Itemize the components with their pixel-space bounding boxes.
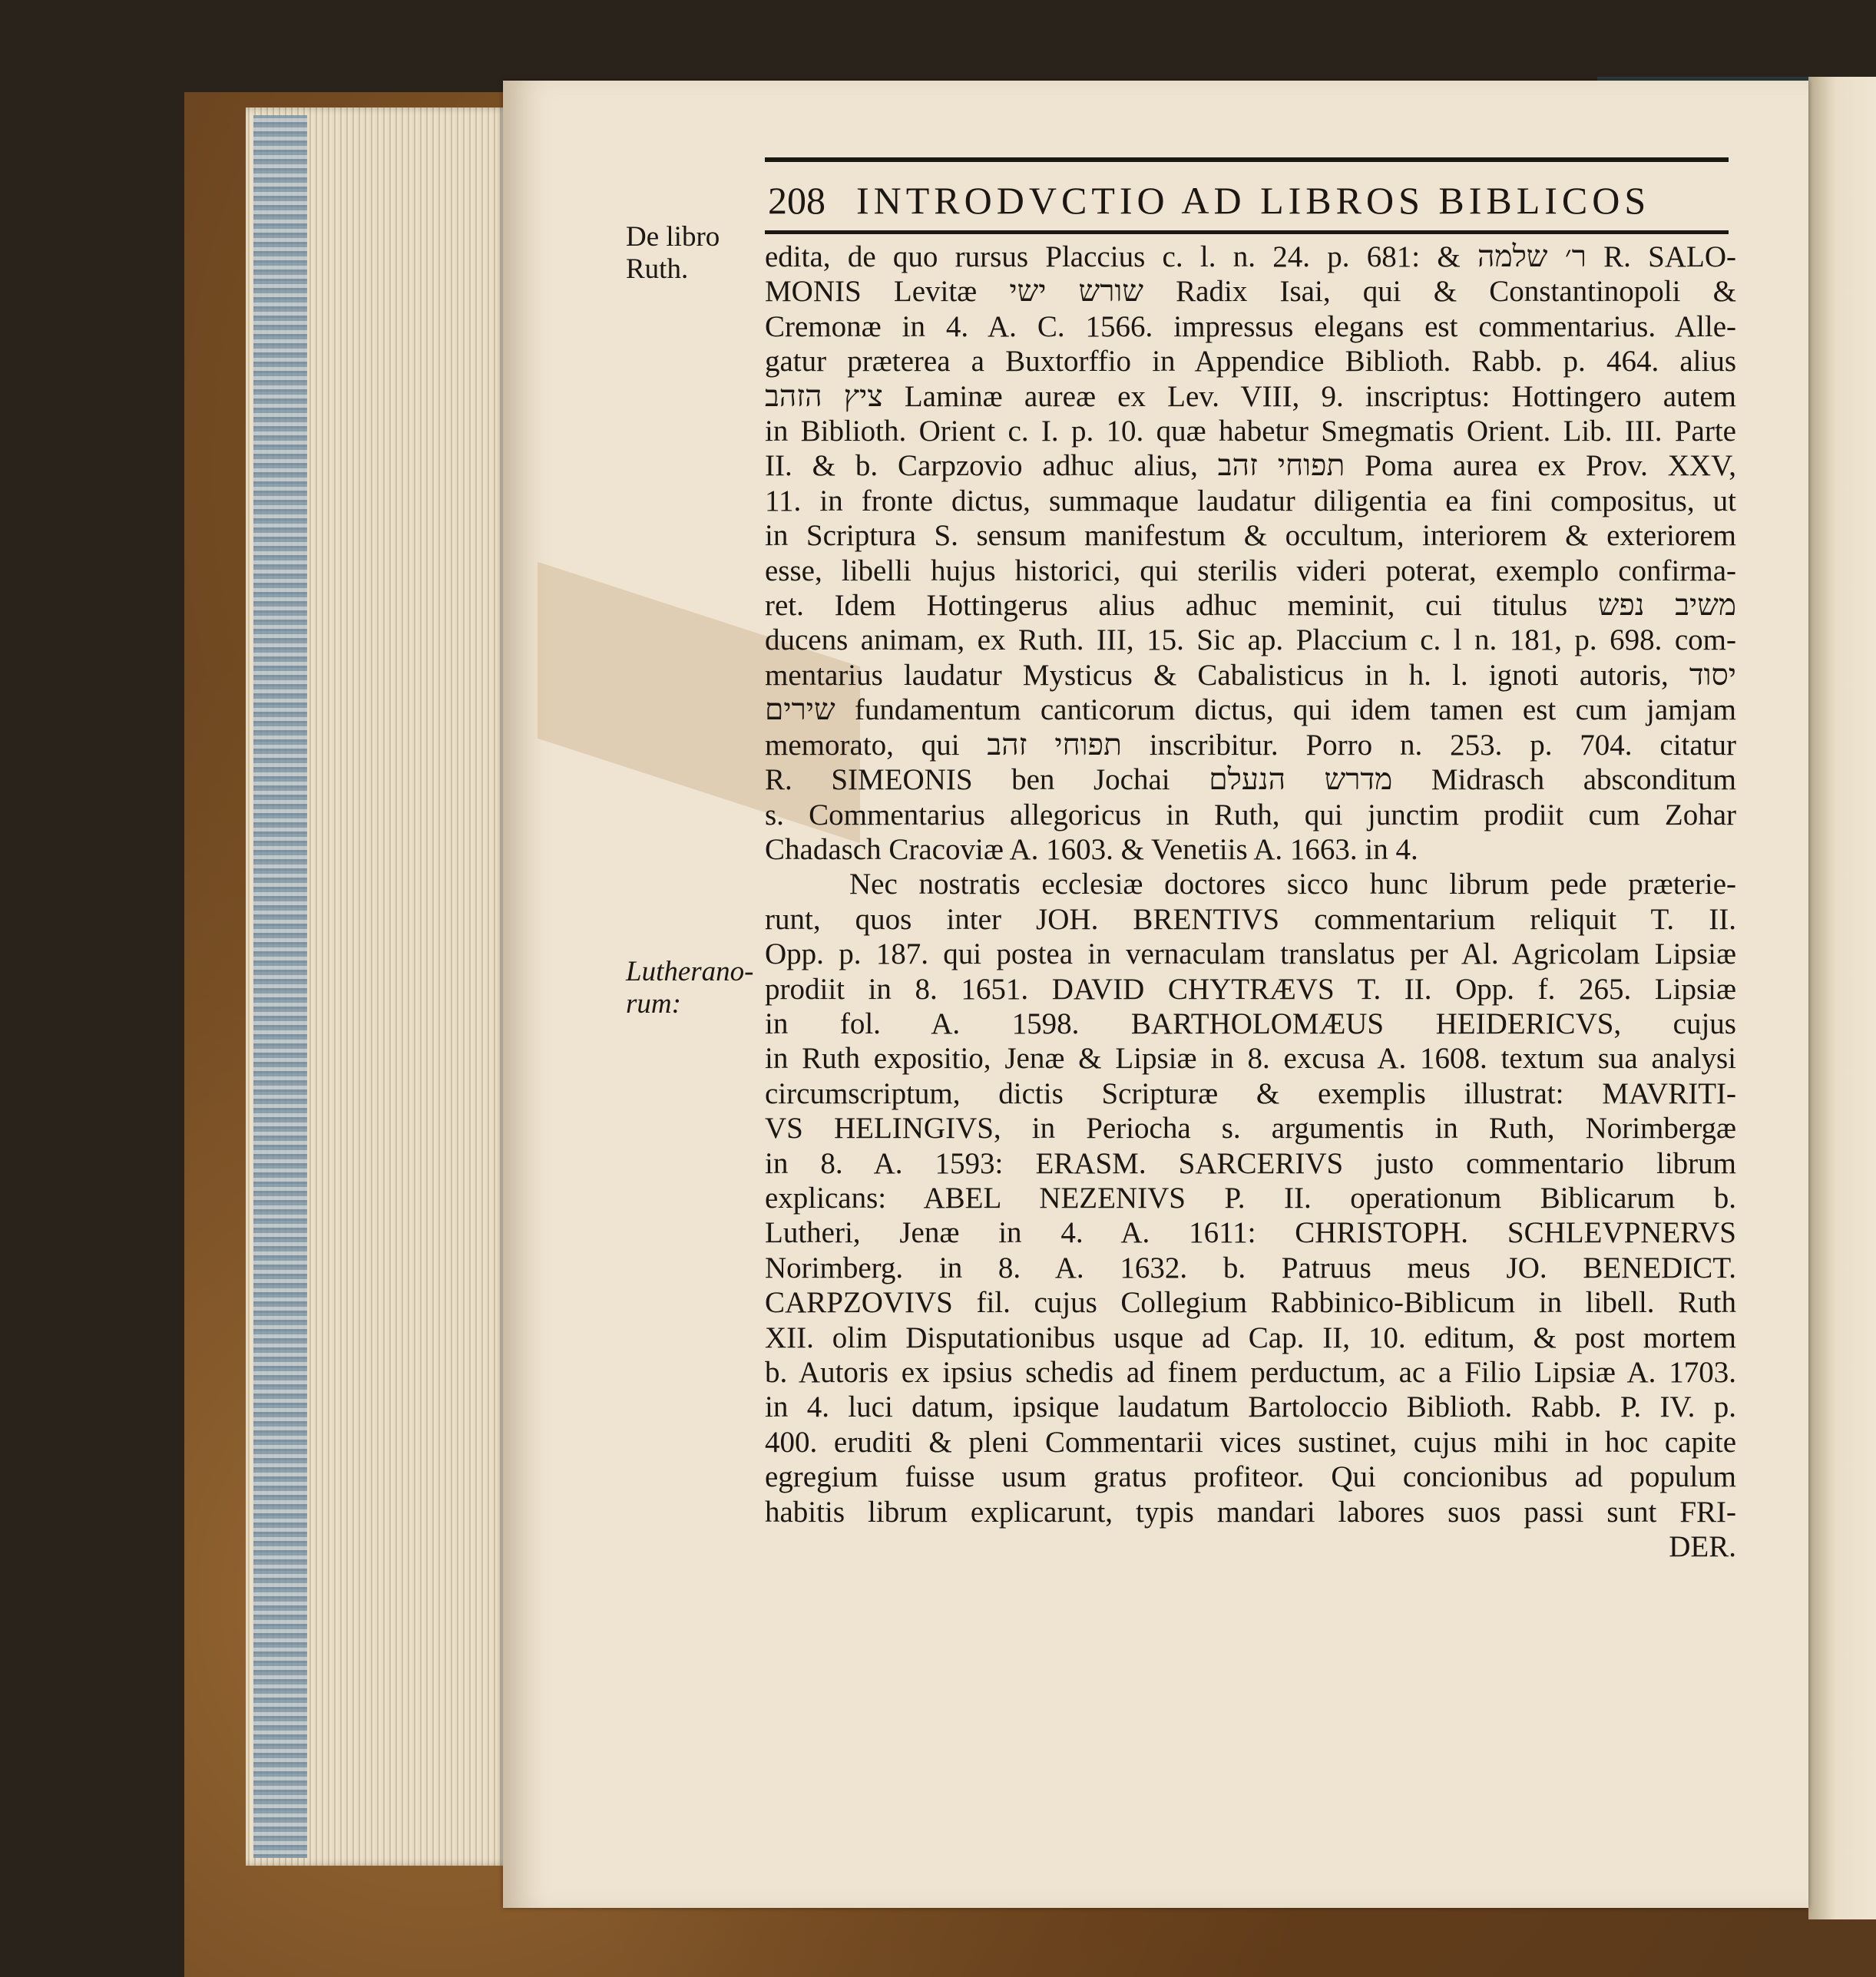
text-line: circumscriptum, dictis Scripturæ & exemplis illustrat: MAVRITI- xyxy=(765,1076,1736,1110)
marbled-edge xyxy=(253,115,307,1858)
text-line: runt, quos inter JOH. BRENTIVS commentarium reliquit T. II. xyxy=(765,902,1736,936)
text-line: R. SIMEONIS ben Jochai מדרש הנעלם Midrasch absconditum xyxy=(765,763,1737,797)
text-line: MONIS Levitæ שורש ישי Radix Isai, qui & Constantinopoli & xyxy=(765,275,1736,309)
text-line: II. & b. Carpzovio adhuc alius, תפוחי זהב Poma aurea ex Prov. XXV, xyxy=(765,449,1736,483)
catchword: DER. xyxy=(1669,1530,1736,1564)
text-line: mentarius laudatur Mysticus & Cabalisticus in h. l. ignoti autoris, יסוד xyxy=(765,658,1736,692)
margin-note-lutheranorum: Lutherano- rum: xyxy=(626,956,754,1020)
text-line: 400. eruditi & pleni Commentarii vices sustinet, cujus mihi in hoc capite xyxy=(765,1425,1736,1459)
text-line: habitis librum explicarunt, typis mandari labores suos passi sunt FRI- xyxy=(765,1495,1736,1529)
text-line: ret. Idem Hottingerus alius adhuc meminit, cui titulus משיב נפש xyxy=(765,589,1737,623)
text-line: in 4. luci datum, ipsique laudatum Bartoloccio Biblioth. Rabb. P. IV. p. xyxy=(765,1390,1736,1424)
text-line: s. Commentarius allegoricus in Ruth, qui junctim prodiit cum Zohar xyxy=(765,798,1736,831)
text-line: ducens animam, ex Ruth. III, 15. Sic ap. Placcium c. l n. 181, p. 698. com- xyxy=(765,623,1736,657)
text-line: in Ruth expositio, Jenæ & Lipsiæ in 8. excusa A. 1608. textum sua analysi xyxy=(765,1042,1736,1076)
text-line: שירים fundamentum canticorum dictus, qui idem tamen est cum jamjam xyxy=(765,693,1736,727)
text-line: esse, libelli hujus historici, qui sterilis videri poterat, exemplo confirma- xyxy=(765,554,1736,587)
running-title: INTRODVCTIO AD LIBROS BIBLICOS xyxy=(856,179,1651,222)
text-line: in Scriptura S. sensum manifestum & occultum, interiorem & exteriorem xyxy=(765,519,1736,553)
text-line: egregium fuisse usum gratus profiteor. Qui concionibus ad populum xyxy=(765,1460,1736,1494)
text-line: 11. in fronte dictus, summaque laudatur diligentia ea fini compositus, ut xyxy=(765,484,1736,517)
text-line: Opp. p. 187. qui postea in vernaculam translatus per Al. Agricolam Lipsiæ xyxy=(765,937,1736,971)
text-line: CARPZOVIVS fil. cujus Collegium Rabbinico-Biblicum in libell. Ruth xyxy=(765,1286,1736,1320)
page-number: 208 xyxy=(768,179,826,222)
header-rule xyxy=(765,230,1729,234)
text-line: VS HELINGIVS, in Periocha s. argumentis in Ruth, Norimbergæ xyxy=(765,1112,1736,1146)
text-line: Lutheri, Jenæ in 4. A. 1611: CHRISTOPH. SCHLEVPNERVS xyxy=(765,1216,1736,1250)
running-head xyxy=(768,178,1743,223)
margin-note-ruth: De libro Ruth. xyxy=(626,221,720,285)
text-line: prodiit in 8. 1651. DAVID CHYTRÆVS T. II. Opp. f. 265. Lipsiæ xyxy=(765,972,1736,1006)
text-line: in 8. A. 1593: ERASM. SARCERIVS justo commentario librum xyxy=(765,1146,1736,1180)
text-line: b. Autoris ex ipsius schedis ad finem perductum, ac a Filio Lipsiæ A. 1703. xyxy=(765,1356,1736,1389)
text-line: Nec nostratis ecclesiæ doctores sicco hunc librum pede præterie- xyxy=(849,868,1736,901)
text-line: explicans: ABEL NEZENIVS P. II. operationum Biblicarum b. xyxy=(765,1181,1736,1215)
body-text xyxy=(765,240,1736,1564)
text-line: in fol. A. 1598. BARTHOLOMÆUS HEIDERICVS, cujus xyxy=(765,1007,1736,1040)
text-line: ציץ הזהב Laminæ aureæ ex Lev. VIII, 9. inscriptus: Hottingero autem xyxy=(765,379,1736,413)
facing-page xyxy=(1808,77,1876,1919)
text-line: Norimberg. in 8. A. 1632. b. Patruus meus JO. BENEDICT. xyxy=(765,1251,1736,1284)
text-line: gatur præterea a Buxtorffio in Appendice Biblioth. Rabb. p. 464. alius xyxy=(765,345,1736,379)
text-line: in Biblioth. Orient c. I. p. 10. quæ habetur Smegmatis Orient. Lib. III. Parte xyxy=(765,415,1736,448)
text-line: Cremonæ in 4. A. C. 1566. impressus elegans est commentarius. Alle- xyxy=(765,309,1736,343)
text-line: edita, de quo rursus Placcius c. l. n. 24. p. 681: & ר׳ שלמה R. SALO- xyxy=(765,240,1737,273)
top-rule xyxy=(765,157,1729,162)
text-line: Chadasch Cracoviæ A. 1603. & Venetiis A. 1663. in 4. xyxy=(765,832,1418,866)
text-line: memorato, qui תפוחי זהב inscribitur. Porro n. 253. p. 704. citatur xyxy=(765,728,1737,762)
text-line: XII. olim Disputationibus usque ad Cap. II, 10. editum, & post mortem xyxy=(765,1321,1736,1354)
